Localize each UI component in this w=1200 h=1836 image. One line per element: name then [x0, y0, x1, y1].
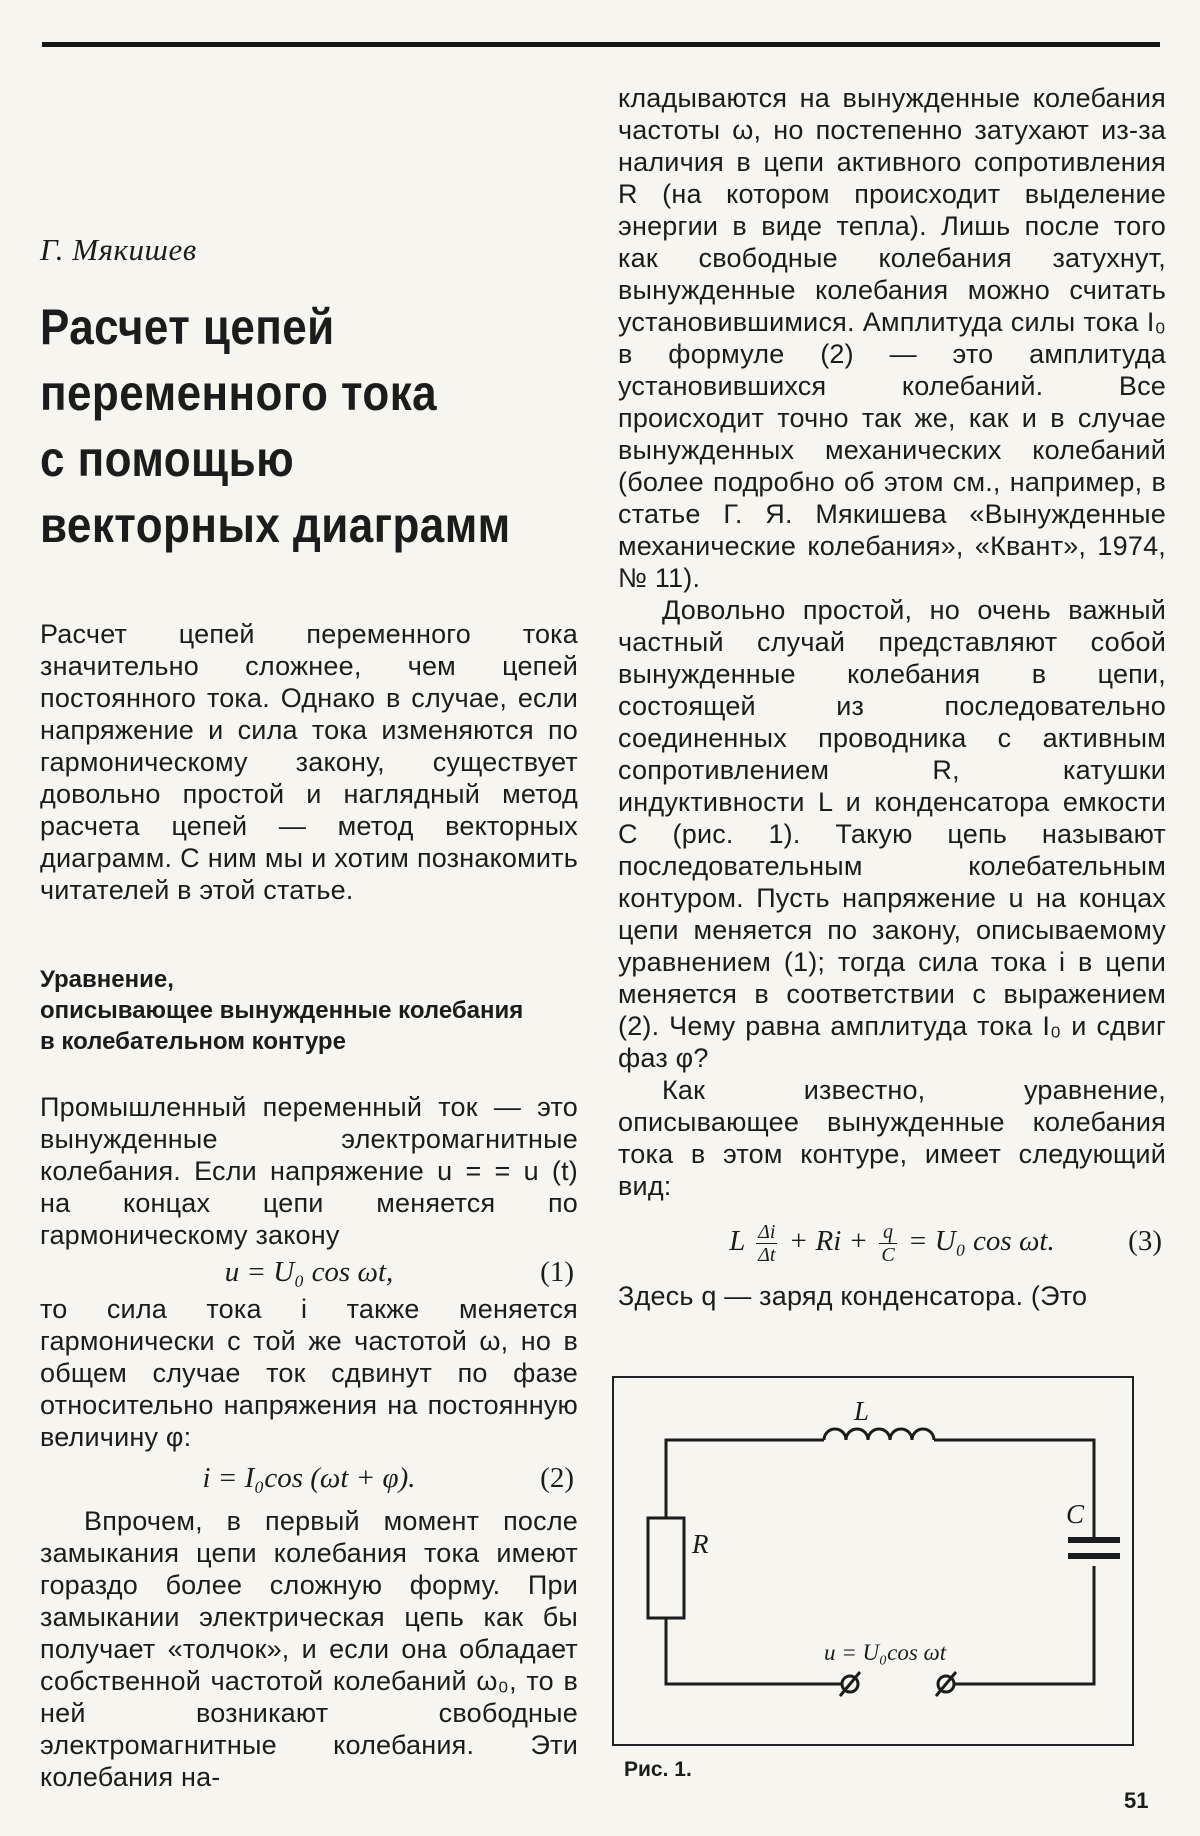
paragraph-2: то сила тока i также меняется гармонически с той же частотой ω, но в общем случае ток сдвинут по фазе относительно напряжения на постоянную величину φ:	[40, 1294, 578, 1452]
wire-top-left	[666, 1440, 824, 1518]
top-rule	[42, 42, 1160, 47]
equation-1-expression: u = U₀ cos ωt,	[224, 1256, 394, 1288]
title-line: с помощью	[40, 431, 295, 487]
title-line: векторных диаграмм	[40, 497, 511, 553]
figure-caption: Рис. 1.	[624, 1758, 692, 1781]
article-title	[40, 294, 568, 558]
title-line: Расчет цепей	[40, 299, 335, 355]
section-heading-line: в колебательном контуре	[40, 1028, 346, 1055]
paragraph-1: Промышленный переменный ток — это вынужденные электромагнитные колебания. Если напряжение u = = u (t) на концах цепи меняется по гармоническому закону	[40, 1092, 578, 1250]
paragraph-6: Как известно, уравнение, описывающее вынужденные колебания тока в этом контуре, имеет следующий вид:	[618, 1075, 1166, 1201]
inductor-coil	[824, 1429, 934, 1440]
eq3-prefix: L	[729, 1225, 745, 1257]
eq3-fraction-2-numerator: q	[879, 1221, 896, 1244]
label-L: L	[854, 1396, 870, 1426]
equation-2	[40, 1459, 578, 1497]
resistor	[648, 1518, 684, 1618]
label-R: R	[692, 1529, 709, 1559]
eq3-fraction-1-denominator: Δt	[758, 1243, 776, 1266]
label-C: C	[1066, 1499, 1085, 1529]
section-heading	[40, 964, 578, 1057]
equation-1	[40, 1253, 578, 1291]
paragraph-4: кладываются на вынужденные колебания частоты ω, но постепенно затухают из-за наличия в цепи активного сопротивления R (на котором происходит выделение энергии в виде тепла). Лишь после того как свободные колебания затухнут, вынужденные колебания можно считать установившимися. Амплитуда силы тока I₀ в формуле (2) — это амплитуда установившихся колебаний. Все происходит точно так же, как и в случае вынужденных механических колебаний (более подробно об этом см., например, в статье Г. Я. Мякишева «Вынужденные механические колебания», «Квант», 1974, № 11).	[618, 83, 1166, 593]
equation-3-expression	[618, 1210, 1166, 1272]
left-column	[40, 70, 578, 1793]
title-line: переменного тока	[40, 365, 438, 421]
intro-paragraph: Расчет цепей переменного тока значительно сложнее, чем цепей постоянного тока. Однако в случае, если напряжение и сила тока изменяются по гармоническому закону, существует довольно простой и наглядный метод расчета цепей — метод векторных диаграмм. С ним мы и хотим познакомить читателей в этой статье.	[40, 619, 578, 905]
eq3-fraction-2-denominator: C	[881, 1243, 895, 1266]
equation-2-expression: i = I₀cos (ωt + φ).	[202, 1462, 416, 1494]
eq3-fraction-1	[756, 1221, 777, 1266]
page-number: 51	[1124, 1788, 1149, 1813]
right-column	[618, 82, 1166, 1312]
equation-3-number: (3)	[1128, 1225, 1162, 1257]
paragraph-3: Впрочем, в первый момент после замыкания цепи колебания тока имеют гораздо более сложную форму. При замыкании электрическая цепь как бы получает «толчок», и если она обладает собственной частотой колебаний ω₀, то в ней возникают свободные электромагнитные колебания. Эти колебания на-	[40, 1506, 578, 1792]
eq3-fraction-1-numerator: Δi	[758, 1220, 776, 1243]
equation-1-number: (1)	[540, 1256, 574, 1288]
eq3-suffix: = U₀ cos ωt.	[907, 1225, 1055, 1257]
wire-left-bottom	[666, 1618, 842, 1684]
equation-2-number: (2)	[540, 1462, 574, 1494]
eq3-middle: + Ri +	[788, 1225, 869, 1257]
circuit-diagram	[614, 1378, 1132, 1744]
author: Г. Мякишев	[40, 232, 197, 267]
section-heading-line: Уравнение,	[40, 966, 174, 993]
circuit-figure	[612, 1376, 1134, 1746]
wire-right-bottom	[954, 1566, 1094, 1684]
section-heading-line: описывающее вынужденные колебания	[40, 997, 524, 1024]
paragraph-7: Здесь q — заряд конденсатора. (Это	[618, 1281, 1088, 1311]
source-label: u = U₀cos ωt	[824, 1640, 947, 1665]
paragraph-5: Довольно простой, но очень важный частный случай представляют собой вынужденные колебания в цепи, состоящей из последовательно соединенных проводника с активным сопротивлением R, катушки индуктивности L и конденсатора емкости C (рис. 1). Такую цепь называют последовательным колебательным контуром. Пусть напряжение u на концах цепи меняется по закону, описываемому уравнением (1); тогда сила тока i в цепи меняется в соответствии с выражением (2). Чему равна амплитуда тока I₀ и сдвиг фаз φ?	[618, 595, 1166, 1073]
equation-3	[618, 1210, 1166, 1272]
eq3-fraction-2	[879, 1221, 896, 1266]
